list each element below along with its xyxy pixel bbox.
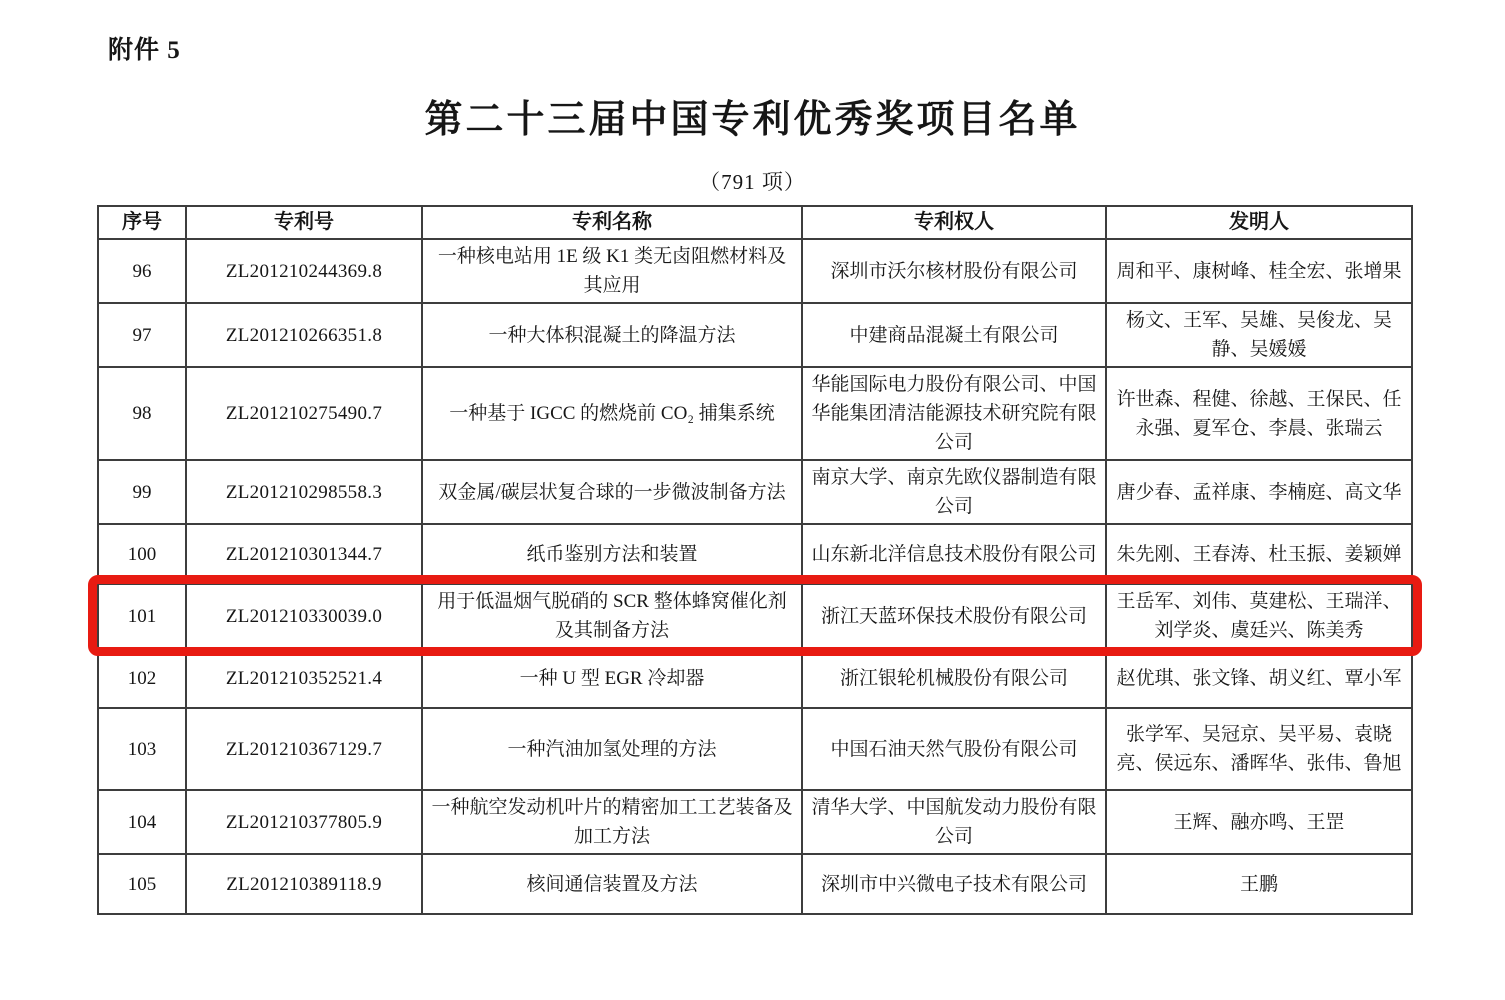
page-title: 第二十三届中国专利优秀奖项目名单 bbox=[424, 99, 1081, 141]
cell-no: 105 bbox=[98, 854, 186, 914]
cell-patent-name: 一种 U 型 EGR 冷却器 bbox=[422, 648, 802, 708]
cell-patent-no: ZL201210367129.7 bbox=[186, 708, 422, 790]
cell-patent-no: ZL201210275490.7 bbox=[186, 367, 422, 460]
header-cell-patentee: 专利权人 bbox=[802, 206, 1106, 239]
cell-inventors: 张学军、吴冠京、吴平易、袁晓亮、侯远东、潘晖华、张伟、鲁旭 bbox=[1106, 708, 1412, 790]
cell-inventors: 许世森、程健、徐越、王保民、任永强、夏军仓、李晨、张瑞云 bbox=[1106, 367, 1412, 460]
cell-patentee: 深圳市中兴微电子技术有限公司 bbox=[802, 854, 1106, 914]
table-row bbox=[98, 367, 1412, 460]
cell-inventors: 朱先刚、王春涛、杜玉振、姜颖婵 bbox=[1106, 524, 1412, 584]
cell-inventors: 王岳军、刘伟、莫建松、王瑞洋、刘学炎、虞廷兴、陈美秀 bbox=[1106, 584, 1412, 648]
cell-no: 104 bbox=[98, 790, 186, 854]
cell-patentee: 浙江天蓝环保技术股份有限公司 bbox=[802, 584, 1106, 648]
cell-patent-name: 一种航空发动机叶片的精密加工工艺装备及加工方法 bbox=[422, 790, 802, 854]
cell-patentee: 深圳市沃尔核材股份有限公司 bbox=[802, 239, 1106, 303]
header-cell-patent-name: 专利名称 bbox=[422, 206, 802, 239]
cell-patent-no: ZL201210330039.0 bbox=[186, 584, 422, 648]
header-cell-no: 序号 bbox=[98, 206, 186, 239]
cell-patent-no: ZL201210352521.4 bbox=[186, 648, 422, 708]
cell-no: 100 bbox=[98, 524, 186, 584]
cell-inventors: 杨文、王军、吴雄、吴俊龙、吴静、吴媛媛 bbox=[1106, 303, 1412, 367]
table-row bbox=[98, 239, 1412, 303]
cell-patentee: 华能国际电力股份有限公司、中国华能集团清洁能源技术研究院有限公司 bbox=[802, 367, 1106, 460]
cell-patent-no: ZL201210389118.9 bbox=[186, 854, 422, 914]
cell-patent-name: 双金属/碳层状复合球的一步微波制备方法 bbox=[422, 460, 802, 524]
cell-patent-name: 一种基于 IGCC 的燃烧前 CO₂ 捕集系统 bbox=[422, 367, 802, 460]
table-row bbox=[98, 524, 1412, 584]
cell-no: 103 bbox=[98, 708, 186, 790]
cell-patent-no: ZL201210244369.8 bbox=[186, 239, 422, 303]
cell-inventors: 赵优琪、张文锋、胡义红、覃小军 bbox=[1106, 648, 1412, 708]
cell-patentee: 山东新北洋信息技术股份有限公司 bbox=[802, 524, 1106, 584]
table-body bbox=[98, 239, 1412, 914]
cell-patentee: 南京大学、南京先欧仪器制造有限公司 bbox=[802, 460, 1106, 524]
cell-patent-name: 一种核电站用 1E 级 K1 类无卤阻燃材料及其应用 bbox=[422, 239, 802, 303]
patent-table bbox=[97, 205, 1413, 915]
cell-no: 96 bbox=[98, 239, 186, 303]
cell-patent-no: ZL201210301344.7 bbox=[186, 524, 422, 584]
cell-patent-no: ZL201210266351.8 bbox=[186, 303, 422, 367]
cell-inventors: 王鹏 bbox=[1106, 854, 1412, 914]
table-row bbox=[98, 708, 1412, 790]
items-count: （791 项） bbox=[699, 170, 806, 194]
cell-inventors: 唐少春、孟祥康、李楠庭、高文华 bbox=[1106, 460, 1412, 524]
cell-patent-no: ZL201210298558.3 bbox=[186, 460, 422, 524]
table-row bbox=[98, 648, 1412, 708]
cell-patent-name: 一种汽油加氢处理的方法 bbox=[422, 708, 802, 790]
cell-patentee: 中建商品混凝土有限公司 bbox=[802, 303, 1106, 367]
cell-no: 99 bbox=[98, 460, 186, 524]
cell-inventors: 周和平、康树峰、桂全宏、张增果 bbox=[1106, 239, 1412, 303]
cell-patentee: 清华大学、中国航发动力股份有限公司 bbox=[802, 790, 1106, 854]
cell-patent-name: 用于低温烟气脱硝的 SCR 整体蜂窝催化剂及其制备方法 bbox=[422, 584, 802, 648]
cell-patent-name: 核间通信装置及方法 bbox=[422, 854, 802, 914]
header-row bbox=[98, 206, 1412, 239]
header-cell-patent-no: 专利号 bbox=[186, 206, 422, 239]
header-cell-inventors: 发明人 bbox=[1106, 206, 1412, 239]
cell-no: 101 bbox=[98, 584, 186, 648]
cell-patentee: 中国石油天然气股份有限公司 bbox=[802, 708, 1106, 790]
table-row bbox=[98, 460, 1412, 524]
table-row bbox=[98, 303, 1412, 367]
cell-no: 98 bbox=[98, 367, 186, 460]
cell-patentee: 浙江银轮机械股份有限公司 bbox=[802, 648, 1106, 708]
table-row bbox=[98, 790, 1412, 854]
table-row bbox=[98, 854, 1412, 914]
table-row bbox=[98, 584, 1412, 648]
attachment-label: 附件 5 bbox=[108, 37, 181, 64]
cell-no: 102 bbox=[98, 648, 186, 708]
cell-inventors: 王辉、融亦鸣、王罡 bbox=[1106, 790, 1412, 854]
cell-patent-name: 纸币鉴别方法和装置 bbox=[422, 524, 802, 584]
cell-patent-no: ZL201210377805.9 bbox=[186, 790, 422, 854]
cell-patent-name: 一种大体积混凝土的降温方法 bbox=[422, 303, 802, 367]
cell-no: 97 bbox=[98, 303, 186, 367]
